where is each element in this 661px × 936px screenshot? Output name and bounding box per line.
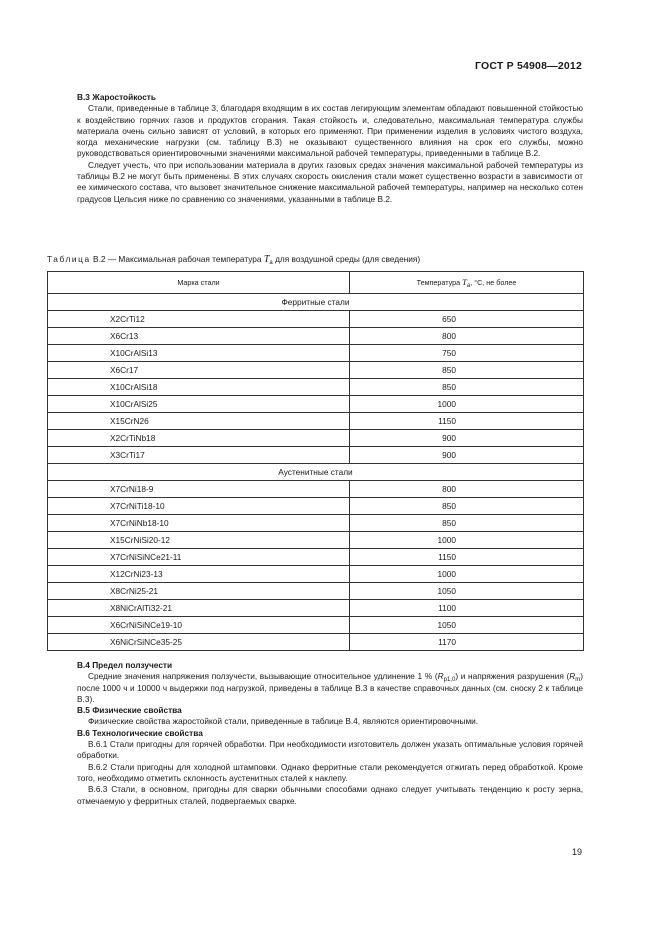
steel-grade-cell: X7CrNi18-9 (48, 481, 350, 498)
steel-grade-cell: X10CrAlSi25 (48, 396, 350, 413)
section-b4-text-2: ) и напряжения разрушения ( (455, 671, 570, 682)
section-b4-symbol-1: R (437, 671, 444, 682)
table-caption-symbol: T (263, 254, 270, 265)
table-row (48, 379, 584, 396)
page-number: 19 (571, 847, 582, 857)
steel-grade-cell: X15CrNiSi20-12 (48, 532, 350, 549)
table-row (48, 600, 584, 617)
table-caption-prefix: Таблица (47, 254, 91, 264)
temperature-cell: 1150 (350, 549, 584, 566)
steel-grade-cell: X6NiCrSiNCe35-25 (48, 634, 350, 651)
steel-grade-cell: X10CrAlSi13 (48, 345, 350, 362)
column-header-temperature-symbol: T (462, 277, 467, 287)
table-group-row (48, 464, 584, 481)
steel-grade-cell: X6Cr17 (48, 362, 350, 379)
temperature-cell: 1100 (350, 600, 584, 617)
table-row (48, 583, 584, 600)
steel-grade-cell: X6CrNiSiNCe19-10 (48, 617, 350, 634)
temperature-cell: 1050 (350, 583, 584, 600)
table-caption-text: — Максимальная рабочая температура (107, 254, 262, 264)
table-row (48, 549, 584, 566)
sections-b4-b6 (77, 660, 583, 807)
table-row (48, 515, 584, 532)
table-row (48, 311, 584, 328)
steel-grade-cell: X7CrNiTi18-10 (48, 498, 350, 515)
temperature-cell: 1150 (350, 413, 584, 430)
table-body (48, 294, 584, 651)
temperature-cell: 850 (350, 379, 584, 396)
temperature-cell: 850 (350, 498, 584, 515)
steel-grade-cell: X7CrNiSiNCe21-11 (48, 549, 350, 566)
table-row (48, 430, 584, 447)
temperature-cell: 1000 (350, 532, 584, 549)
table-row (48, 447, 584, 464)
temperature-cell: 1170 (350, 634, 584, 651)
section-b3-paragraph-1: Стали, приведенные в таблице 3, благодаря входящим в их состав легирующим элементам обладают повышенной стойкостью к воздействию горячих газов и продуктов сгорания. Такая стойкость и, следовательно, максимальная температура службы материала очень сильно зависят от условий, в которых его применяют. При применении изделия в условиях чистого воздуха, когда механические нагрузки (см. таблицу В.3) не оказывают существенного влияния на срок его службы, можно руководствоваться ориентировочными значениями максимальной рабочей температуры, приведенными в таблице В.2. (77, 103, 583, 159)
table-row (48, 617, 584, 634)
section-b4-text-1: Средние значения напряжения ползучести, вызывающие относительное удлинение 1 % ( (88, 671, 438, 682)
table-group-heading: Аустенитные стали (48, 464, 584, 481)
temperature-cell: 850 (350, 362, 584, 379)
section-b4-subscript-2: m (575, 677, 581, 684)
column-header-steel-grade: Марка стали (48, 272, 350, 294)
table-caption (47, 254, 587, 265)
section-b3-title: В.3 Жаростойкость (77, 92, 156, 102)
table-group-row (48, 294, 584, 311)
section-b6-paragraph-2: В.6.2 Стали пригодны для холодной штамповки. Однако ферритные стали рекомендуется отжигать перед обработкой. Кроме того, необходимо отметить склонность аустенитных сталей к наклепу. (77, 761, 583, 783)
table-row (48, 362, 584, 379)
column-header-temperature-suffix: , °С, не более (470, 278, 517, 287)
steel-grade-cell: X2CrTi12 (48, 311, 350, 328)
column-header-temperature-prefix: Температура (416, 278, 461, 287)
section-b4-symbol-2: R (569, 671, 576, 682)
table-row (48, 328, 584, 345)
section-b6-paragraph-3: В.6.3 Стали, в основном, пригодны для сварки обычными способами однако следует учитывать тенденцию к росту зерна, отмечаемую у ферритных сталей, подвергаемых сварке. (77, 784, 583, 806)
temperature-cell: 750 (350, 345, 584, 362)
steel-grade-cell: X6Cr13 (48, 328, 350, 345)
steel-grade-cell: X12CrNi23-13 (48, 566, 350, 583)
section-b6-paragraph-1: В.6.1 Стали пригодны для горячей обработки. При необходимости изготовитель должен указать оптимальные условия горячей обработки. (77, 739, 583, 761)
temperature-cell: 800 (350, 481, 584, 498)
section-b4-text-3: ) после 1000 ч и 10000 ч выдержки под нагрузкой, приведены в таблице В.3 в качестве справочных данных (см. сноску 2 к таблице В.3). (77, 671, 583, 704)
table-caption-number: В.2 (93, 254, 106, 264)
table-row (48, 498, 584, 515)
section-b4-title: В.4 Предел ползучести (77, 660, 173, 670)
table-row (48, 532, 584, 549)
temperature-cell: 1000 (350, 566, 584, 583)
temperature-cell: 800 (350, 328, 584, 345)
steel-grade-cell: X8NiCrAlTi32-21 (48, 600, 350, 617)
table-caption-subscript: a (269, 260, 273, 266)
steel-grade-cell: X10CrAlSi18 (48, 379, 350, 396)
section-b4-subscript-1: p1,0 (443, 677, 456, 684)
table-row (48, 396, 584, 413)
temperature-cell: 900 (350, 447, 584, 464)
temperature-cell: 650 (350, 311, 584, 328)
column-header-temperature (350, 272, 584, 294)
temperature-cell: 900 (350, 430, 584, 447)
table-row (48, 345, 584, 362)
max-temperature-table (47, 271, 584, 651)
temperature-cell: 1050 (350, 617, 584, 634)
steel-grade-cell: X15CrN26 (48, 413, 350, 430)
temperature-cell: 850 (350, 515, 584, 532)
table-row (48, 634, 584, 651)
table-header-row (48, 272, 584, 294)
section-b6-title: В.6 Технологические свойства (77, 727, 203, 738)
column-header-temperature-subscript: a (466, 283, 471, 289)
document-header: ГОСТ Р 54908—2012 (474, 60, 582, 72)
table-group-heading: Ферритные стали (48, 294, 584, 311)
table-row (48, 481, 584, 498)
table-row (48, 566, 584, 583)
section-b3 (77, 92, 583, 205)
section-b3-paragraph-2: Следует учесть, что при использовании материала в других газовых средах значения максимальной рабочей температуры из таблицы В.2 не могут быть применены. В этих случаях скорость окисления стали может существенно возрасти в зависимости от ее химического состава, что вызовет значительное снижение максимальной рабочей температуры, например на несколько сотен градусов Цельсия ниже по сравнению со значениями, указанными в таблице В.2. (77, 159, 583, 204)
section-b5-paragraph: Физические свойства жаростойкой стали, приведенные в таблице В.4, являются ориентировочными. (88, 716, 479, 727)
temperature-cell: 1000 (350, 396, 584, 413)
steel-grade-cell: X3CrTi17 (48, 447, 350, 464)
section-b4-paragraph (77, 671, 583, 705)
table-row (48, 413, 584, 430)
steel-grade-cell: X7CrNiNb18-10 (48, 515, 350, 532)
steel-grade-cell: X8CrNi25-21 (48, 583, 350, 600)
steel-grade-cell: X2CrTiNb18 (48, 430, 350, 447)
table-caption-tail: для воздушной среды (для сведения) (275, 254, 421, 264)
section-b5-title: В.5 Физические свойства (77, 705, 182, 716)
